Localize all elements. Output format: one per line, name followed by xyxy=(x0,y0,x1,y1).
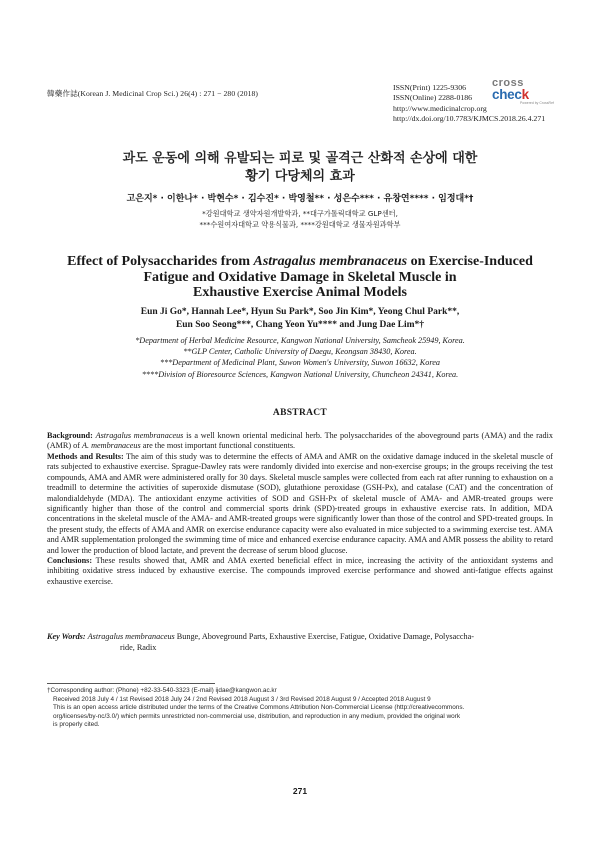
english-authors: Eun Ji Go*, Hannah Lee*, Hyun Su Park*, Soo Jin Kim*, Yeong Chul Park**, Eun Soo Seong***, Chang Yeon Yu**** and Jung Dae Lim*† xyxy=(140,307,460,330)
crossmark-logo[interactable] xyxy=(492,78,554,110)
license-line3: is properly cited. xyxy=(53,721,100,729)
license-line1: This is an open access article distributed under the terms of the Creative Commons Attribution Non-Commercial License (http://creativecommons. xyxy=(53,704,465,712)
journal-website[interactable]: http://www.medicinalcrop.org xyxy=(393,103,487,113)
footnote-divider xyxy=(47,683,215,684)
korean-affiliations: *강원대학교 생약자원개발학과, **대구가톨릭대학교 GLP센터, ***수원여자대학교 약용식물과, ****강원대학교 생물자원과학부 xyxy=(199,209,401,229)
crossmark-sub-text: Powered by CrossRef xyxy=(519,101,554,105)
abstract-body xyxy=(47,431,553,587)
english-affiliations: *Department of Herbal Medicine Resource, Kangwon National University, Samcheok 25949, Korea. **GLP Center, Catholic University of Daegu, Keongsan 38430, Korea. ***Department of Medicinal Plant, Suwon Women's University, Suwon 16632, Korea ****Division of Bioresource Sciences, Kangwon National University, Chuncheon 24341, Korea. xyxy=(135,336,465,379)
abstract-background: Background: Astragalus membranaceus is a well known oriental medicinal herb. The polysaccharides of the aboveground parts (AMA) and the radix (AMR) of A. membranaceus are the most important functional constituents. xyxy=(47,431,554,451)
issn-print: ISSN(Print) 1225-9306 xyxy=(393,83,466,92)
received-dates: Received 2018 July 4 / 1st Revised 2018 July 24 / 2nd Revised 2018 August 3 / 3rd Revised 2018 August 9 / Accepted 2018 August 9 xyxy=(53,695,431,703)
korean-title: 과도 운동에 의해 유발되는 피로 및 골격근 산화적 손상에 대한 황기 다당체의 효과 xyxy=(122,151,478,184)
corresponding-author: †Corresponding author: (Phone) +82-33-540-3323 (E-mail) ijdae@kangwon.ac.kr xyxy=(47,687,277,694)
abstract-methods-results: Methods and Results: The aim of this study was to determine the effects of AMA and AMR on the oxidative damage induced in the skeletal muscle of rats subjected to exhaustive exercise. Sprague-Dawley rats were randomly divided into exercise and non-exercise groups; in the groups receiving the test compounds, AMA and AMR were administered orally for 30 days. Skeletal muscle samples were collected from each rat after running to exhaustion on a treadmill to determine the activities of superoxide dismutase (SOD), glutathione peroxidase (GSH-Px), and catalase (CAT) and the concentration of malondialdehyde (MDA). The antioxidant enzyme activities of SOD and GSH-Px of skeletal muscle of AMA- and AMR-treated groups were significantly higher than those of the control and commercial sports drink (SPD)-treated groups in exhaustive exercise rats. In addition, MDA concentrations in the skeletal muscle of the AMA- and AMR-treated groups were significantly lower than those of the control and SPD-treated groups. In the present study, the effects of AMA and AMR on exercise endurance capacity were also evaluated in mice subjected to a swimming exercise test. AMA and AMR supplementation prolonged the swimming time of mice and enhanced exercise endurance capacity. AMA and AMR possess the ability to retard and lower the production of blood lactate, and prevent the decrease of serum blood glucose. xyxy=(47,451,553,555)
abstract-conclusions: Conclusions: These results showed that, AMR and AMA exerted beneficial effect in mice, increasing the activity of the antioxidant systems and inhibiting oxidative stress induced by exhaustive exercise. The compounds improved exercise performance and showed anti-fatigue effects against exhaustive exercise. xyxy=(47,556,553,586)
crossmark-bottom-text: check xyxy=(492,87,529,102)
license-line2: org/licenses/by-nc/3.0/) which permits unrestricted non-commercial use, distribution, and reproduction in any medium, provided the original work xyxy=(53,712,461,720)
footnote xyxy=(47,687,557,730)
abstract-heading: ABSTRACT xyxy=(272,408,328,418)
crossmark-top-text: cross xyxy=(492,77,524,89)
journal-citation: 韓藥作誌(Korean J. Medicinal Crop Sci.) 26(4) : 271 − 280 (2018) xyxy=(47,89,259,98)
english-title: Effect of Polysaccharides from Astragalus membranaceus on Exercise-Induced Fatigue and Oxidative Damage in Skeletal Muscle in Exhaustive Exercise Animal Models xyxy=(67,254,533,301)
doi-link[interactable]: http://dx.doi.org/10.7783/KJMCS.2018.26.4.271 xyxy=(393,114,546,124)
issn-online: ISSN(Online) 2288-0186 xyxy=(393,93,473,103)
page-number: 271 xyxy=(292,786,308,796)
korean-authors: 고은지* · 이한나* · 박현수* · 김수진* · 박영철** · 성은수*** · 유창연**** · 임정대*† xyxy=(126,194,474,204)
keywords: Key Words: Astragalus membranaceus Bunge, Aboveground Parts, Exhaustive Exercise, Fatigue, Oxidative Damage, Polysaccha- ride, Radix xyxy=(47,632,474,652)
